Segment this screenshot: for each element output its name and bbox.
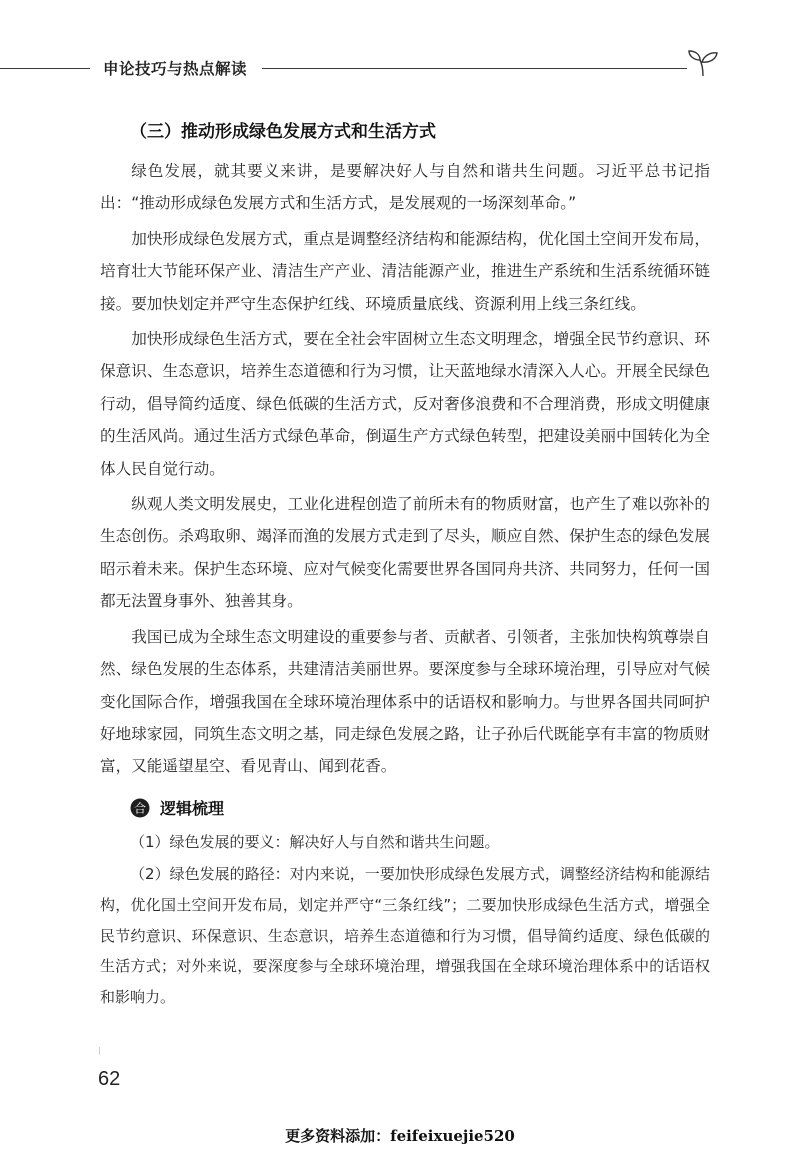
body-paragraph: 纵观人类文明发展史，工业化进程创造了前所未有的物质财富，也产生了难以弥补的生态创伤。杀鸡取卵、竭泽而渔的发展方式走到了尽头，顺应自然、保护生态的绿色发展昭示着未来。保护生态环境、应对气候变化需要世界各国同舟共济、共同努力，任何一国都无法置身事外、独善其身。	[100, 495, 710, 611]
page-number: 62	[98, 1068, 121, 1090]
footer-watermark-note: 更多资料添加：feifeixuejie520	[285, 1127, 515, 1145]
logic-summary-heading	[130, 793, 710, 823]
body-paragraph: 绿色发展，就其要义来讲，是要解决好人与自然和谐共生问题。习近平总书记指出：“推动形成绿色发展方式和生活方式，是发展观的一场深刻革命。”	[100, 162, 710, 213]
page-header	[0, 48, 800, 88]
header-rule-right	[262, 68, 687, 69]
margin-mark	[99, 1047, 100, 1055]
section-heading: （三）推动形成绿色发展方式和生活方式	[130, 122, 436, 142]
body-paragraph: 我国已成为全球生态文明建设的重要参与者、贡献者、引领者，主张加快构筑尊崇自然、绿色发展的生态体系，共建清洁美丽世界。要深度参与全球环境治理，引导应对气候变化国际合作，增强我国在全球环境治理体系中的话语权和影响力。与世界各国共同呵护好地球家园，同筑生态文明之基，同走绿色发展之路，让子孙后代既能享有丰富的物质财富，又能遥望星空、看见青山、闻到花香。	[100, 627, 710, 776]
body-paragraph: 加快形成绿色生活方式，要在全社会牢固树立生态文明理念，增强全民节约意识、环保意识、生态意识，培养生态道德和行为习惯，让天蓝地绿水清深入人心。开展全民绿色行动，倡导简约适度、绿色低碳的生活方式，反对奢侈浪费和不合理消费，形成文明健康的生活风尚。通过生活方式绿色革命，倒逼生产方式绿色转型，把建设美丽中国转化为全体人民自觉行动。	[100, 330, 710, 478]
logic-item: （2）绿色发展的路径：对内来说，一要加快形成绿色发展方式，调整经济结构和能源结构，优化国土空间开发布局，划定并严守“三条红线”；二要加快形成绿色生活方式，增强全民节约意识、环保意识、生态意识，培养生态道德和行为习惯，倡导简约适度、绿色低碳的生活方式；对外来说，要深度参与全球环境治理，增强我国在全球环境治理体系中的话语权和影响力。	[100, 865, 710, 1006]
logic-item: （1）绿色发展的要义：解决好人与自然和谐共生问题。	[130, 832, 500, 851]
body-paragraph: 加快形成绿色发展方式，重点是调整经济结构和能源结构，优化国土空间开发布局，培育壮大节能环保产业、清洁生产产业、清洁能源产业，推进生产系统和生活系统循环链接。要加快划定并严守生态保护红线、环境质量底线、资源利用上线三条红线。	[100, 229, 710, 313]
page-content	[100, 117, 710, 1014]
logic-icon-glyph: 合	[133, 801, 147, 816]
running-head-title: 申论技巧与热点解读	[103, 60, 248, 78]
sprout-icon	[686, 48, 720, 78]
logic-summary-title: 逻辑梳理	[160, 799, 225, 819]
merge-badge-icon	[130, 798, 150, 818]
header-rule-left	[0, 68, 90, 69]
